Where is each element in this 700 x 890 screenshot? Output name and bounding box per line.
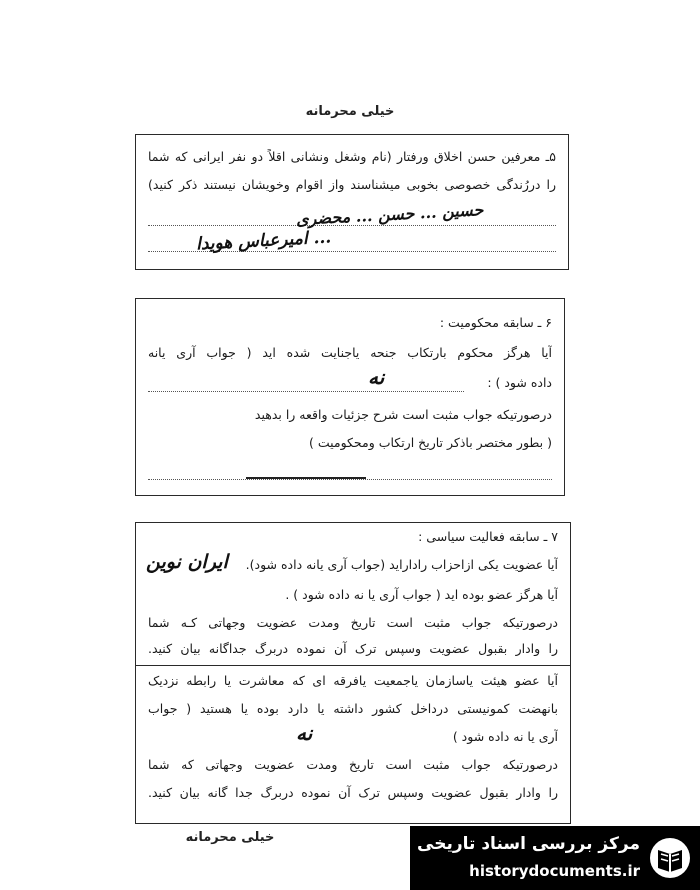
dotted-line	[148, 391, 464, 392]
section-6-line-3: درصورتیکه جواب مثبت است شرح جزئیات واقعه را بدهید	[254, 407, 552, 422]
dotted-line	[148, 479, 552, 480]
section-5-line-2: را دررُندگی خصوصی بخوبی میشناسند واز اقوام وخویشان نیستند ذکر کنید)	[148, 177, 556, 192]
section-5-line-1: ۵ـ معرفین حسن اخلاق ورفتار (نام وشغل ونشانی اقلاً دو نفر ایرانی که شما	[148, 149, 556, 164]
handwritten-strike-line	[246, 477, 366, 479]
section-7-sub-line-5: را وادار بقبول عضویت وسپس ترک آن نموده دربرگ جدا گانه بیان کنید.	[148, 785, 558, 800]
book-logo-icon	[648, 836, 692, 880]
watermark-title: مرکز بررسی اسناد تاریخی	[417, 834, 640, 854]
section-7-box	[135, 522, 571, 824]
section-6-line-2: داده شود ) :	[487, 375, 552, 390]
handwritten-answer: نه	[296, 721, 313, 745]
section-6-line-1: آیا هرگز محکوم بارتکاب جنحه یاجنایت شده اید ( جواب آری یانه	[148, 345, 552, 360]
section-7-line-1: آیا عضویت یکی ازاحزاب راداراید (جواب آری یانه داده شود).	[245, 557, 558, 572]
handwritten-party-answer: ایران نوین	[146, 551, 228, 573]
section-7-sub-line-2: بانهضت کمونیستی درداخل کشور داشته یا دارد بوده یا هستید ( جواب	[148, 701, 558, 716]
section-7-sub-line-1: آیا عضو هیئت یاسازمان یاجمعیت یافرقه ای که معاشرت یا رابطه نزدیک	[148, 673, 558, 688]
section-7-line-4: را وادار بقبول عضویت وسپس ترک آن نموده دربرگ جداگانه بیان کنید.	[148, 641, 558, 656]
classification-header: خیلی محرمانه	[305, 104, 395, 119]
handwritten-referee-1: حسین ... حسن ... محضری	[295, 200, 484, 229]
section-6-heading: ۶ ـ سابقه محکومیت :	[439, 315, 552, 330]
watermark-logo	[410, 826, 700, 890]
section-7-line-3: درصورتیکه جواب مثبت است تاریخ ومدت عضویت وجهاتی کـه شما	[148, 615, 558, 630]
section-7-heading: ۷ ـ سابقه فعالیت سیاسی :	[418, 529, 558, 544]
section-6-box	[135, 298, 565, 496]
section-7-divider	[136, 665, 570, 666]
section-7-sub-line-3: آری یا نه داده شود )	[452, 729, 558, 744]
section-7-sub-line-4: درصورتیکه جواب مثبت است تاریخ ومدت عضویت وجهاتی که شما	[148, 757, 558, 772]
handwritten-referee-2: ... امیرعباس هویدا	[195, 227, 332, 255]
section-5-box	[135, 134, 569, 270]
watermark-url[interactable]: historydocuments.ir	[469, 862, 640, 880]
handwritten-answer: نه	[368, 365, 385, 389]
section-7-line-2: آیا هرگز عضو بوده اید ( جواب آری یا نه داده شود ) .	[285, 587, 558, 602]
classification-footer: خیلی محرمانه	[185, 830, 275, 845]
section-6-line-4: ( بطور مختصر باذکر تاریخ ارتکاب ومحکومیت )	[308, 435, 552, 450]
